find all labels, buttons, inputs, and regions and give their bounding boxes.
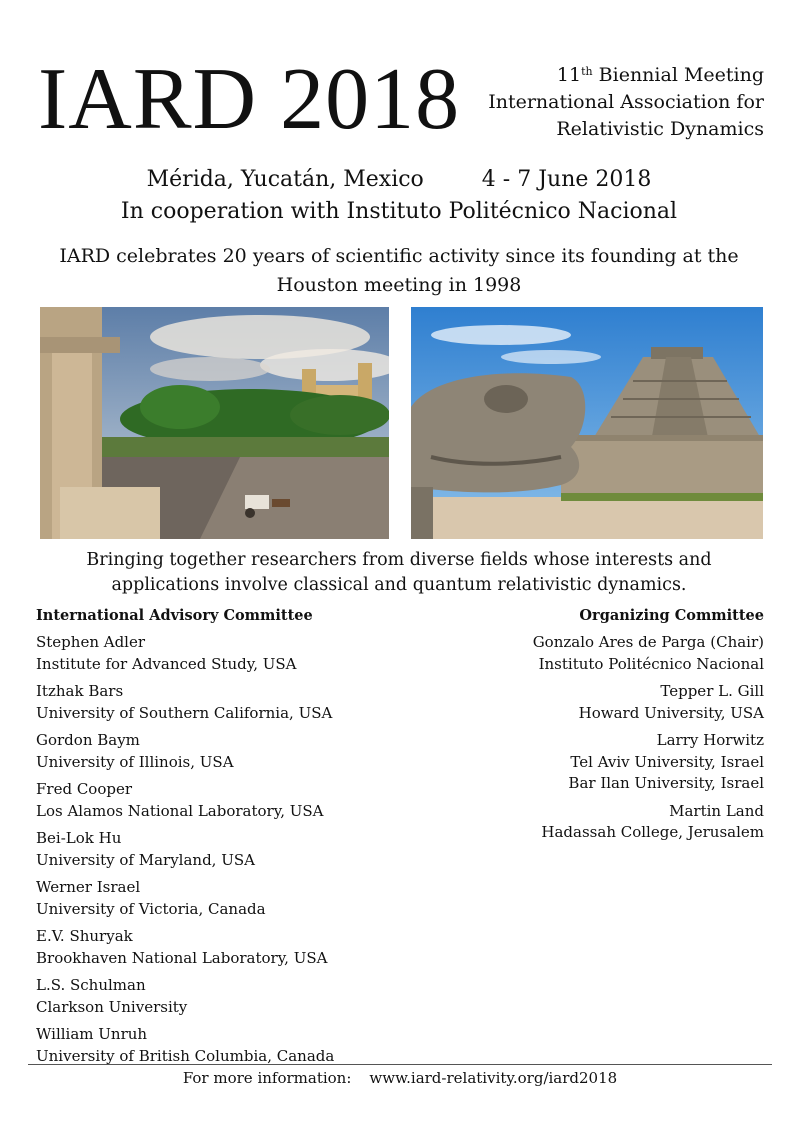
- member-affiliation: Los Alamos National Laboratory, USA: [36, 801, 324, 820]
- member-name: William Unruh: [36, 1025, 148, 1043]
- member-name: Itzhak Bars: [36, 682, 124, 700]
- meeting-line-2: International Association for: [488, 91, 764, 113]
- footer: [28, 1068, 772, 1088]
- chichen-itza-photo: [411, 307, 763, 539]
- organizing-committee-heading: Organizing Committee: [579, 607, 764, 624]
- member-affiliation: University of Maryland, USA: [36, 850, 255, 869]
- meeting-line-3: Relativistic Dynamics: [556, 118, 764, 140]
- member-name: L.S. Schulman: [36, 976, 146, 994]
- committee-member: [434, 730, 764, 795]
- location: Mérida, Yucatán, Mexico: [146, 167, 424, 192]
- member-affiliation: University of Victoria, Canada: [36, 899, 266, 918]
- committee-member: [434, 801, 764, 844]
- member-affiliation: University of Southern California, USA: [36, 703, 333, 722]
- member-name: Tepper L. Gill: [660, 682, 764, 700]
- location-date-line: [20, 166, 778, 194]
- merida-plaza-photo: [40, 307, 389, 539]
- committee-member: [434, 632, 764, 675]
- footer-url[interactable]: www.iard-relativity.org/iard2018: [369, 1069, 618, 1087]
- member-name: Bei-Lok Hu: [36, 829, 122, 847]
- dates: 4 - 7 June 2018: [481, 167, 652, 192]
- committee-member: [36, 779, 396, 822]
- committee-member: [36, 926, 396, 969]
- meeting-line-1: [444, 58, 764, 89]
- committee-member: [36, 681, 396, 724]
- advisory-committee: [36, 606, 396, 1073]
- meeting-ordinal-suffix: th: [581, 65, 593, 78]
- committee-member: [36, 975, 396, 1018]
- member-name: E.V. Shuryak: [36, 927, 133, 945]
- committee-member: [36, 1024, 396, 1067]
- meeting-description: [444, 58, 764, 143]
- celebration-text: IARD celebrates 20 years of scientific activity since its founding at the Houston meeting in 1998: [59, 245, 739, 296]
- member-name: Stephen Adler: [36, 633, 146, 651]
- organizing-committee: [434, 606, 764, 850]
- member-affiliation: Howard University, USA: [578, 703, 764, 722]
- meeting-ordinal: 11: [556, 64, 582, 86]
- member-name: Larry Horwitz: [656, 731, 764, 749]
- advisory-committee-heading: International Advisory Committee: [36, 607, 313, 624]
- member-name: Martin Land: [669, 801, 764, 820]
- member-name: Werner Israel: [36, 878, 141, 896]
- member-affiliation: Hadassah College, Jerusalem: [541, 823, 764, 841]
- committee-member: [36, 730, 396, 773]
- member-name: Gordon Baym: [36, 731, 140, 749]
- member-name: Fred Cooper: [36, 780, 133, 798]
- event-title: IARD 2018: [38, 51, 461, 148]
- member-affiliation: Clarkson University: [36, 997, 188, 1016]
- member-affiliation: University of British Columbia, Canada: [36, 1046, 335, 1065]
- footer-label: For more information:: [182, 1069, 352, 1087]
- cooperation-line: In cooperation with Instituto Politécnico Nacional: [120, 199, 678, 224]
- member-affiliation: Tel Aviv University, Israel: [570, 752, 764, 771]
- committee-member: [36, 828, 396, 871]
- member-affiliation: Brookhaven National Laboratory, USA: [36, 948, 328, 967]
- committee-member: [36, 632, 396, 675]
- meeting-line-1-text: Biennial Meeting: [592, 64, 764, 86]
- member-affiliation: Bar Ilan University, Israel: [568, 774, 764, 792]
- member-affiliation: Institute for Advanced Study, USA: [36, 654, 297, 673]
- advisory-committee-list: [36, 632, 396, 1067]
- member-affiliation: University of Illinois, USA: [36, 752, 234, 771]
- organizing-committee-list: [434, 632, 764, 844]
- footer-divider: [28, 1064, 772, 1065]
- member-affiliation: Instituto Politécnico Nacional: [538, 654, 764, 673]
- committee-member: [36, 877, 396, 920]
- conference-description: Bringing together researchers from diverse fields whose interests and applications involve classical and quantum relativistic dynamics.: [86, 550, 712, 595]
- committee-member: [434, 681, 764, 724]
- member-name: Gonzalo Ares de Parga (Chair): [532, 633, 764, 651]
